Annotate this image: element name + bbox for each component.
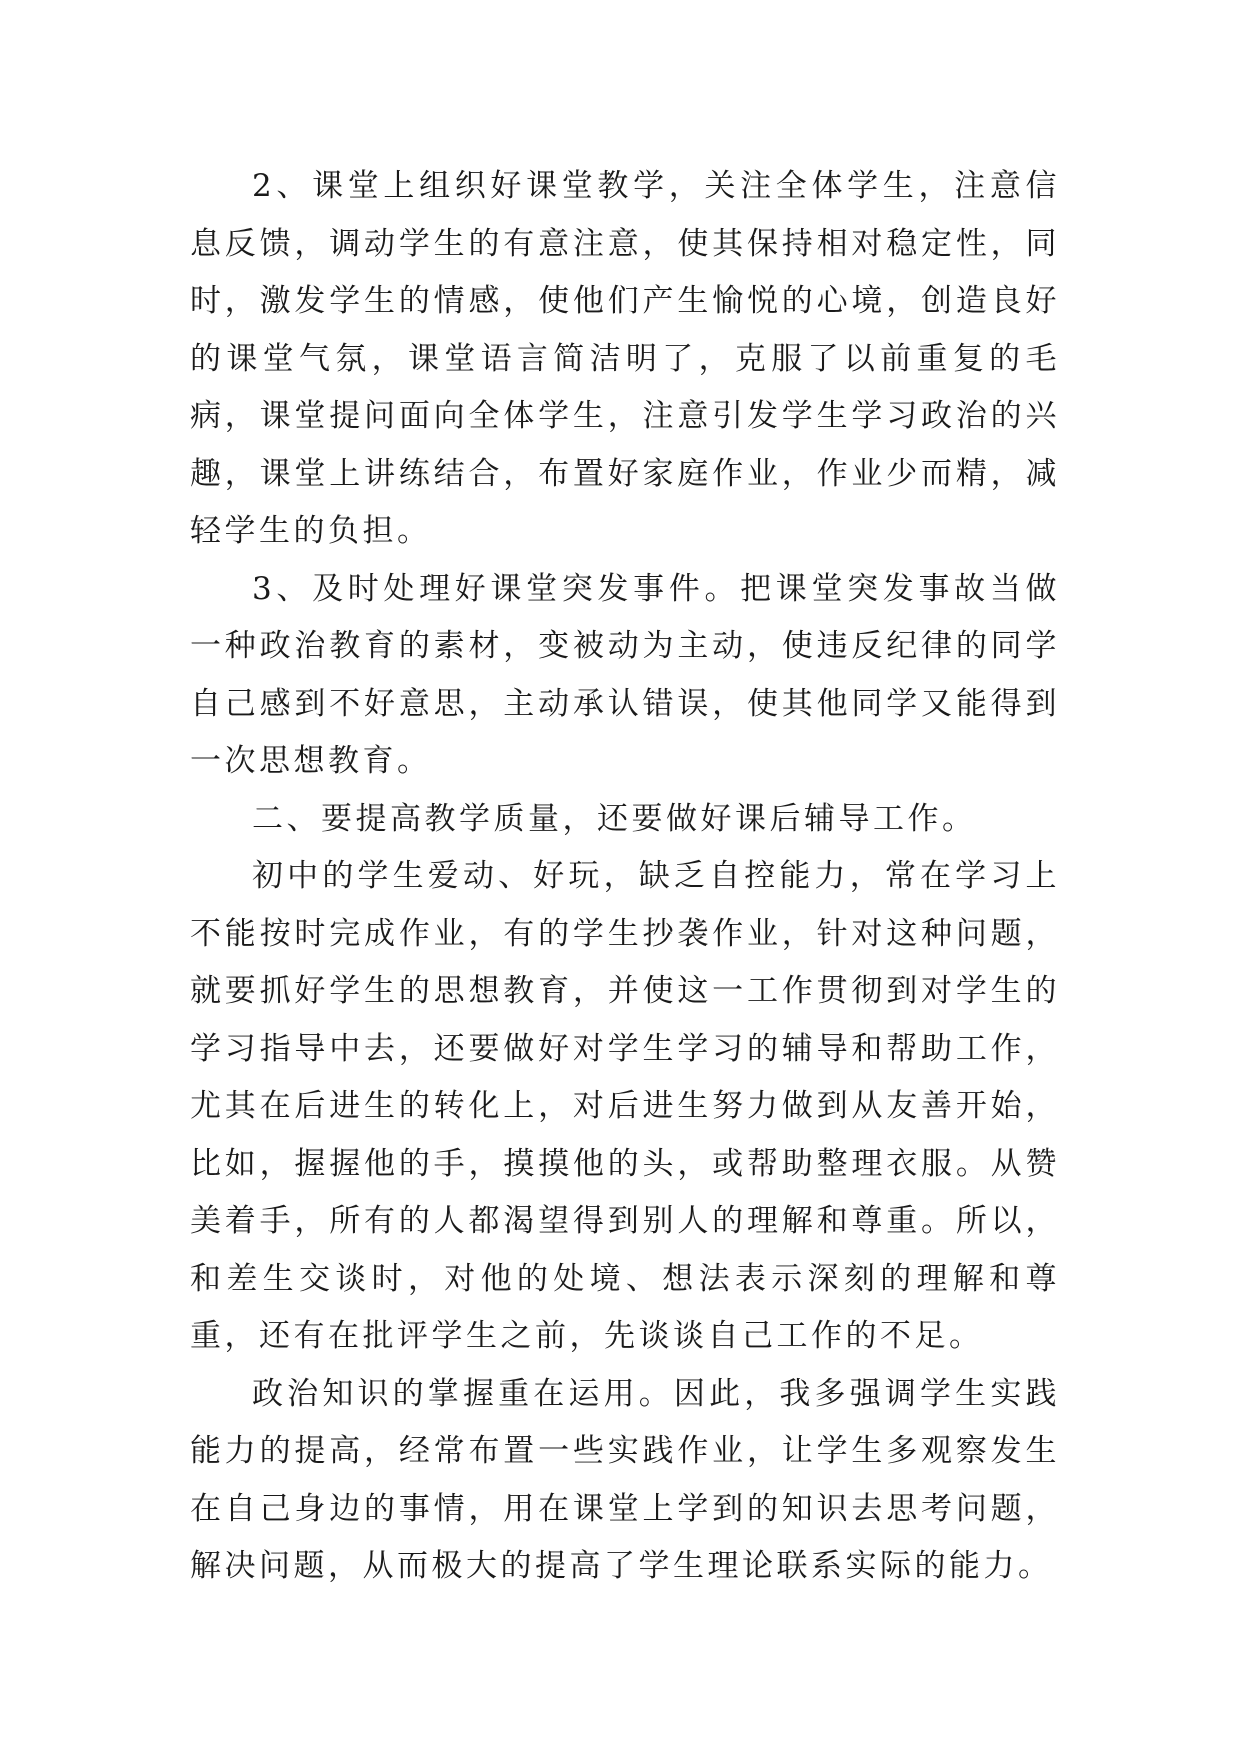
paragraph-classroom-incidents: 3、及时处理好课堂突发事件。把课堂突发事故当做一种政治教育的素材，变被动为主动，使违反纪律的同学自己感到不好意思，主动承认错误，使其他同学又能得到一次思想教育。 — [190, 570, 1060, 779]
paragraph-student-guidance: 初中的学生爱动、好玩，缺乏自控能力，常在学习上不能按时完成作业，有的学生抄袭作业，针对这种问题，就要抓好学生的思想教育，并使这一工作贯彻到对学生的学习指导中去，还要做好对学生学习的辅导和帮助工作，尤其在后进生的转化上，对后进生努力做到从友善开始，比如，握握他的手，摸摸他的头，或帮助整理衣服。从赞美着手，所有的人都渴望得到别人的理解和尊重。所以，和差生交谈时，对他的处境、想法表示深刻的理解和尊重，还有在批评学生之前，先谈谈自己工作的不足。 — [190, 858, 1060, 1354]
paragraph-practical-application: 政治知识的掌握重在运用。因此，我多强调学生实践能力的提高，经常布置一些实践作业，让学生多观察发生在自己身边的事情，用在课堂上学到的知识去思考问题，解决问题，从而极大的提高了学生理论联系实际的能力。 — [190, 1375, 1060, 1584]
section-heading-after-class-tutoring: 二、要提高教学质量，还要做好课后辅导工作。 — [252, 800, 977, 837]
paragraph-classroom-teaching: 2、课堂上组织好课堂教学，关注全体学生，注意信息反馈，调动学生的有意注意，使其保持相对稳定性，同时，激发学生的情感，使他们产生愉悦的心境，创造良好的课堂气氛，课堂语言简洁明了，克服了以前重复的毛病，课堂提问面向全体学生，注意引发学生学习政治的兴趣，课堂上讲练结合，布置好家庭作业，作业少而精，减轻学生的负担。 — [190, 168, 1060, 549]
document-body — [190, 158, 1060, 1596]
